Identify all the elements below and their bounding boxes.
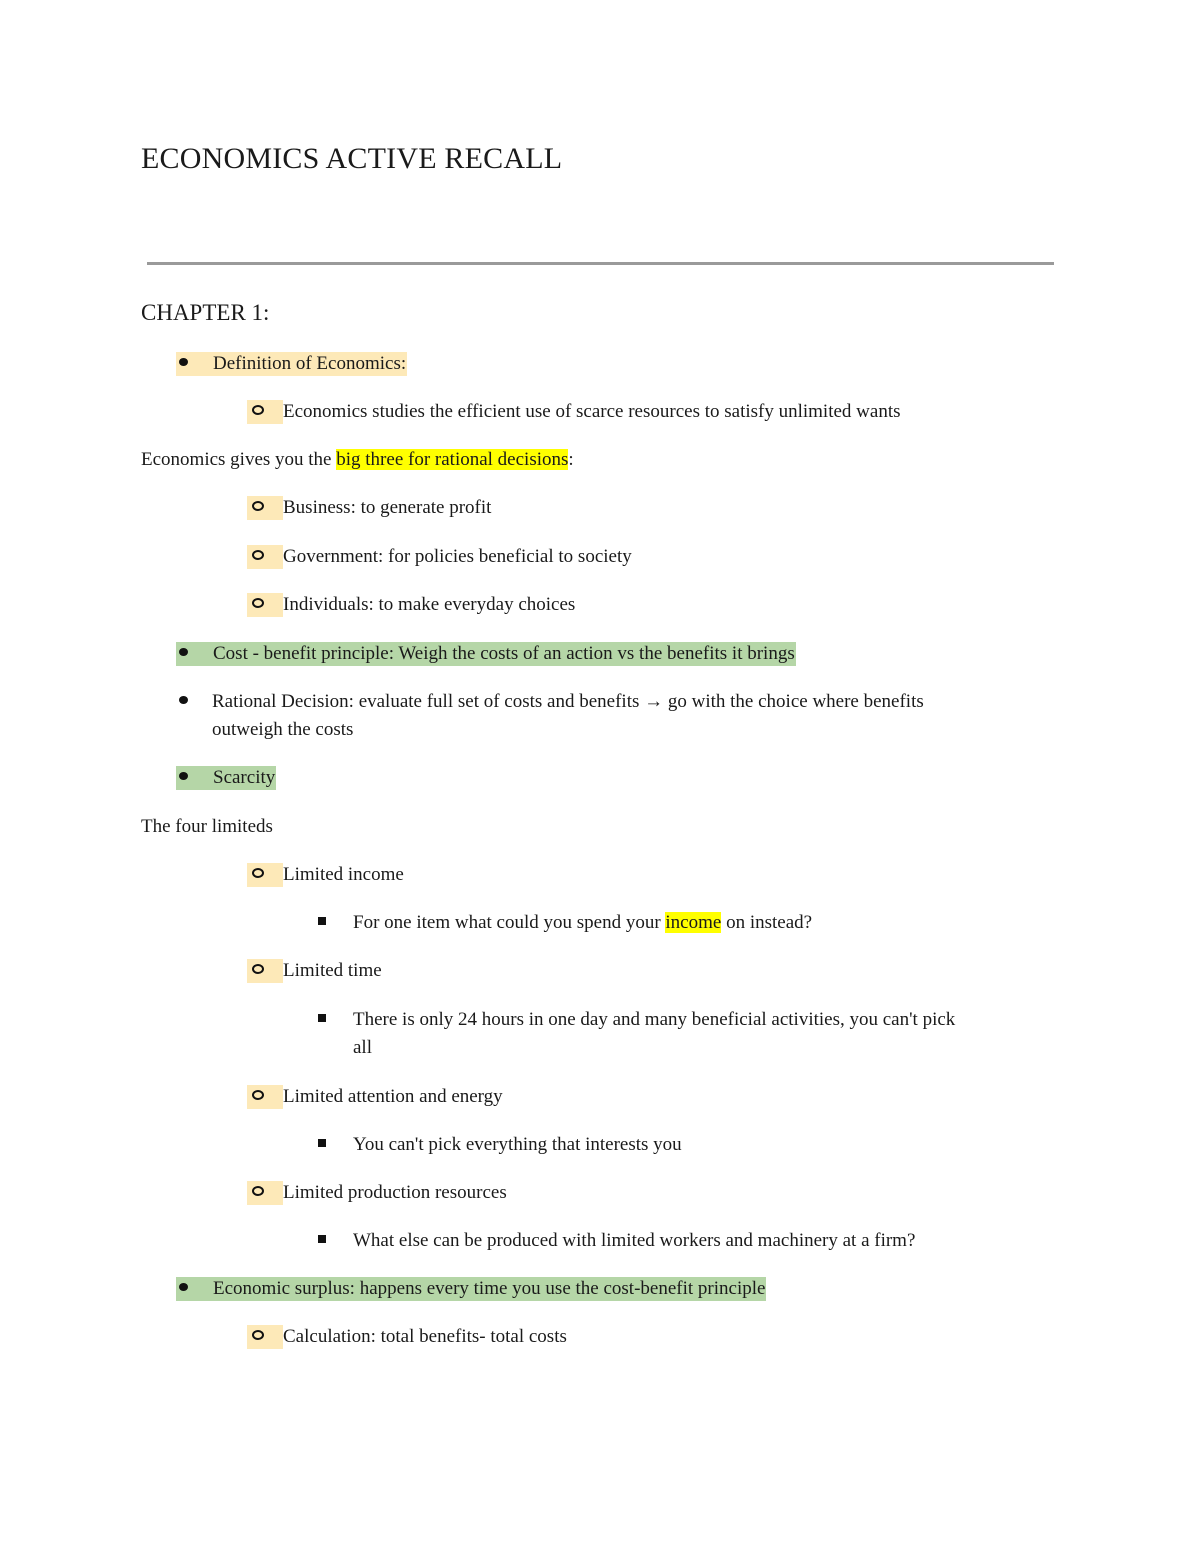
list-item [353,909,812,937]
list-item [283,591,575,619]
bullet-dot-icon [176,1277,212,1301]
bullet-square-icon [318,1229,326,1253]
bullet-square-icon [318,1008,326,1032]
limited-attention: Limited attention and energy [283,1086,503,1107]
list-item [283,1323,567,1351]
bullet-square-icon [318,911,326,935]
list-item [353,1227,915,1255]
time-detail-line1: There is only 24 hours in one day and many beneficial activities, you can't pick [353,1009,956,1030]
limited-time: Limited time [283,960,382,981]
bullet-circle-icon [247,863,283,887]
list-item [212,350,407,378]
list-item [283,957,382,985]
bullet-circle-icon [247,545,283,569]
limited-income: Limited income [283,864,404,885]
big-three-highlight: big three for rational decisions [336,449,569,470]
list-item [283,1179,507,1207]
big-three-suffix: : [568,449,574,470]
bullet-circle-icon [247,496,283,520]
bullet-circle-icon [247,959,283,983]
list-item [212,640,796,668]
economic-surplus: Economic surplus: happens every time you use the cost-benefit principle [213,1278,766,1299]
list-item [212,764,276,792]
list-item [283,1083,503,1111]
bullet-circle-icon [247,1181,283,1205]
income-question-suffix: on instead? [721,912,813,933]
paragraph [141,446,574,474]
bullet-square-icon [318,1133,326,1157]
rational-decision-line1: Rational Decision: evaluate full set of costs and benefits → go with the choice where benefits [212,691,924,712]
bullet-dot-icon [176,766,212,790]
limited-production: Limited production resources [283,1182,507,1203]
chapter-heading: CHAPTER 1: [141,300,270,325]
big-three-prefix: Economics gives you the [141,449,337,470]
four-limiteds-heading: The four limiteds [141,816,273,837]
calculation-item: Calculation: total benefits- total costs [283,1326,567,1347]
definition-detail: Economics studies the efficient use of scarce resources to satisfy unlimited wants [283,401,901,422]
list-item [283,398,901,426]
definition-heading: Definition of Economics: [213,353,407,374]
time-detail-line2: all [353,1037,372,1058]
bullet-circle-icon [247,1085,283,1109]
bullet-circle-icon [247,400,283,424]
cost-benefit-principle: Cost - benefit principle: Weigh the costs of an action vs the benefits it brings [213,643,795,664]
scarcity-item: Scarcity [213,767,276,788]
list-item [353,1006,955,1062]
income-highlight: income [665,912,722,933]
business-item: Business: to generate profit [283,497,492,518]
list-item [283,494,491,522]
bullet-circle-icon [247,593,283,617]
income-question-prefix: For one item what could you spend your [353,912,666,933]
rational-decision-line2: outweigh the costs [212,719,354,740]
horizontal-rule [147,262,1054,265]
list-item [353,1131,682,1159]
bullet-circle-icon [247,1325,283,1349]
bullet-dot-icon [176,352,212,376]
production-detail: What else can be produced with limited workers and machinery at a firm? [353,1230,916,1251]
government-item: Government: for policies beneficial to society [283,546,632,567]
list-item [283,861,404,889]
list-item [283,543,632,571]
bullet-dot-icon [176,642,212,666]
individuals-item: Individuals: to make everyday choices [283,594,576,615]
bullet-dot-icon [179,690,188,714]
page-title: ECONOMICS ACTIVE RECALL [141,142,563,175]
list-item [212,1275,766,1303]
list-item [212,688,924,744]
attention-detail: You can't pick everything that interests you [353,1134,682,1155]
paragraph [141,813,273,841]
